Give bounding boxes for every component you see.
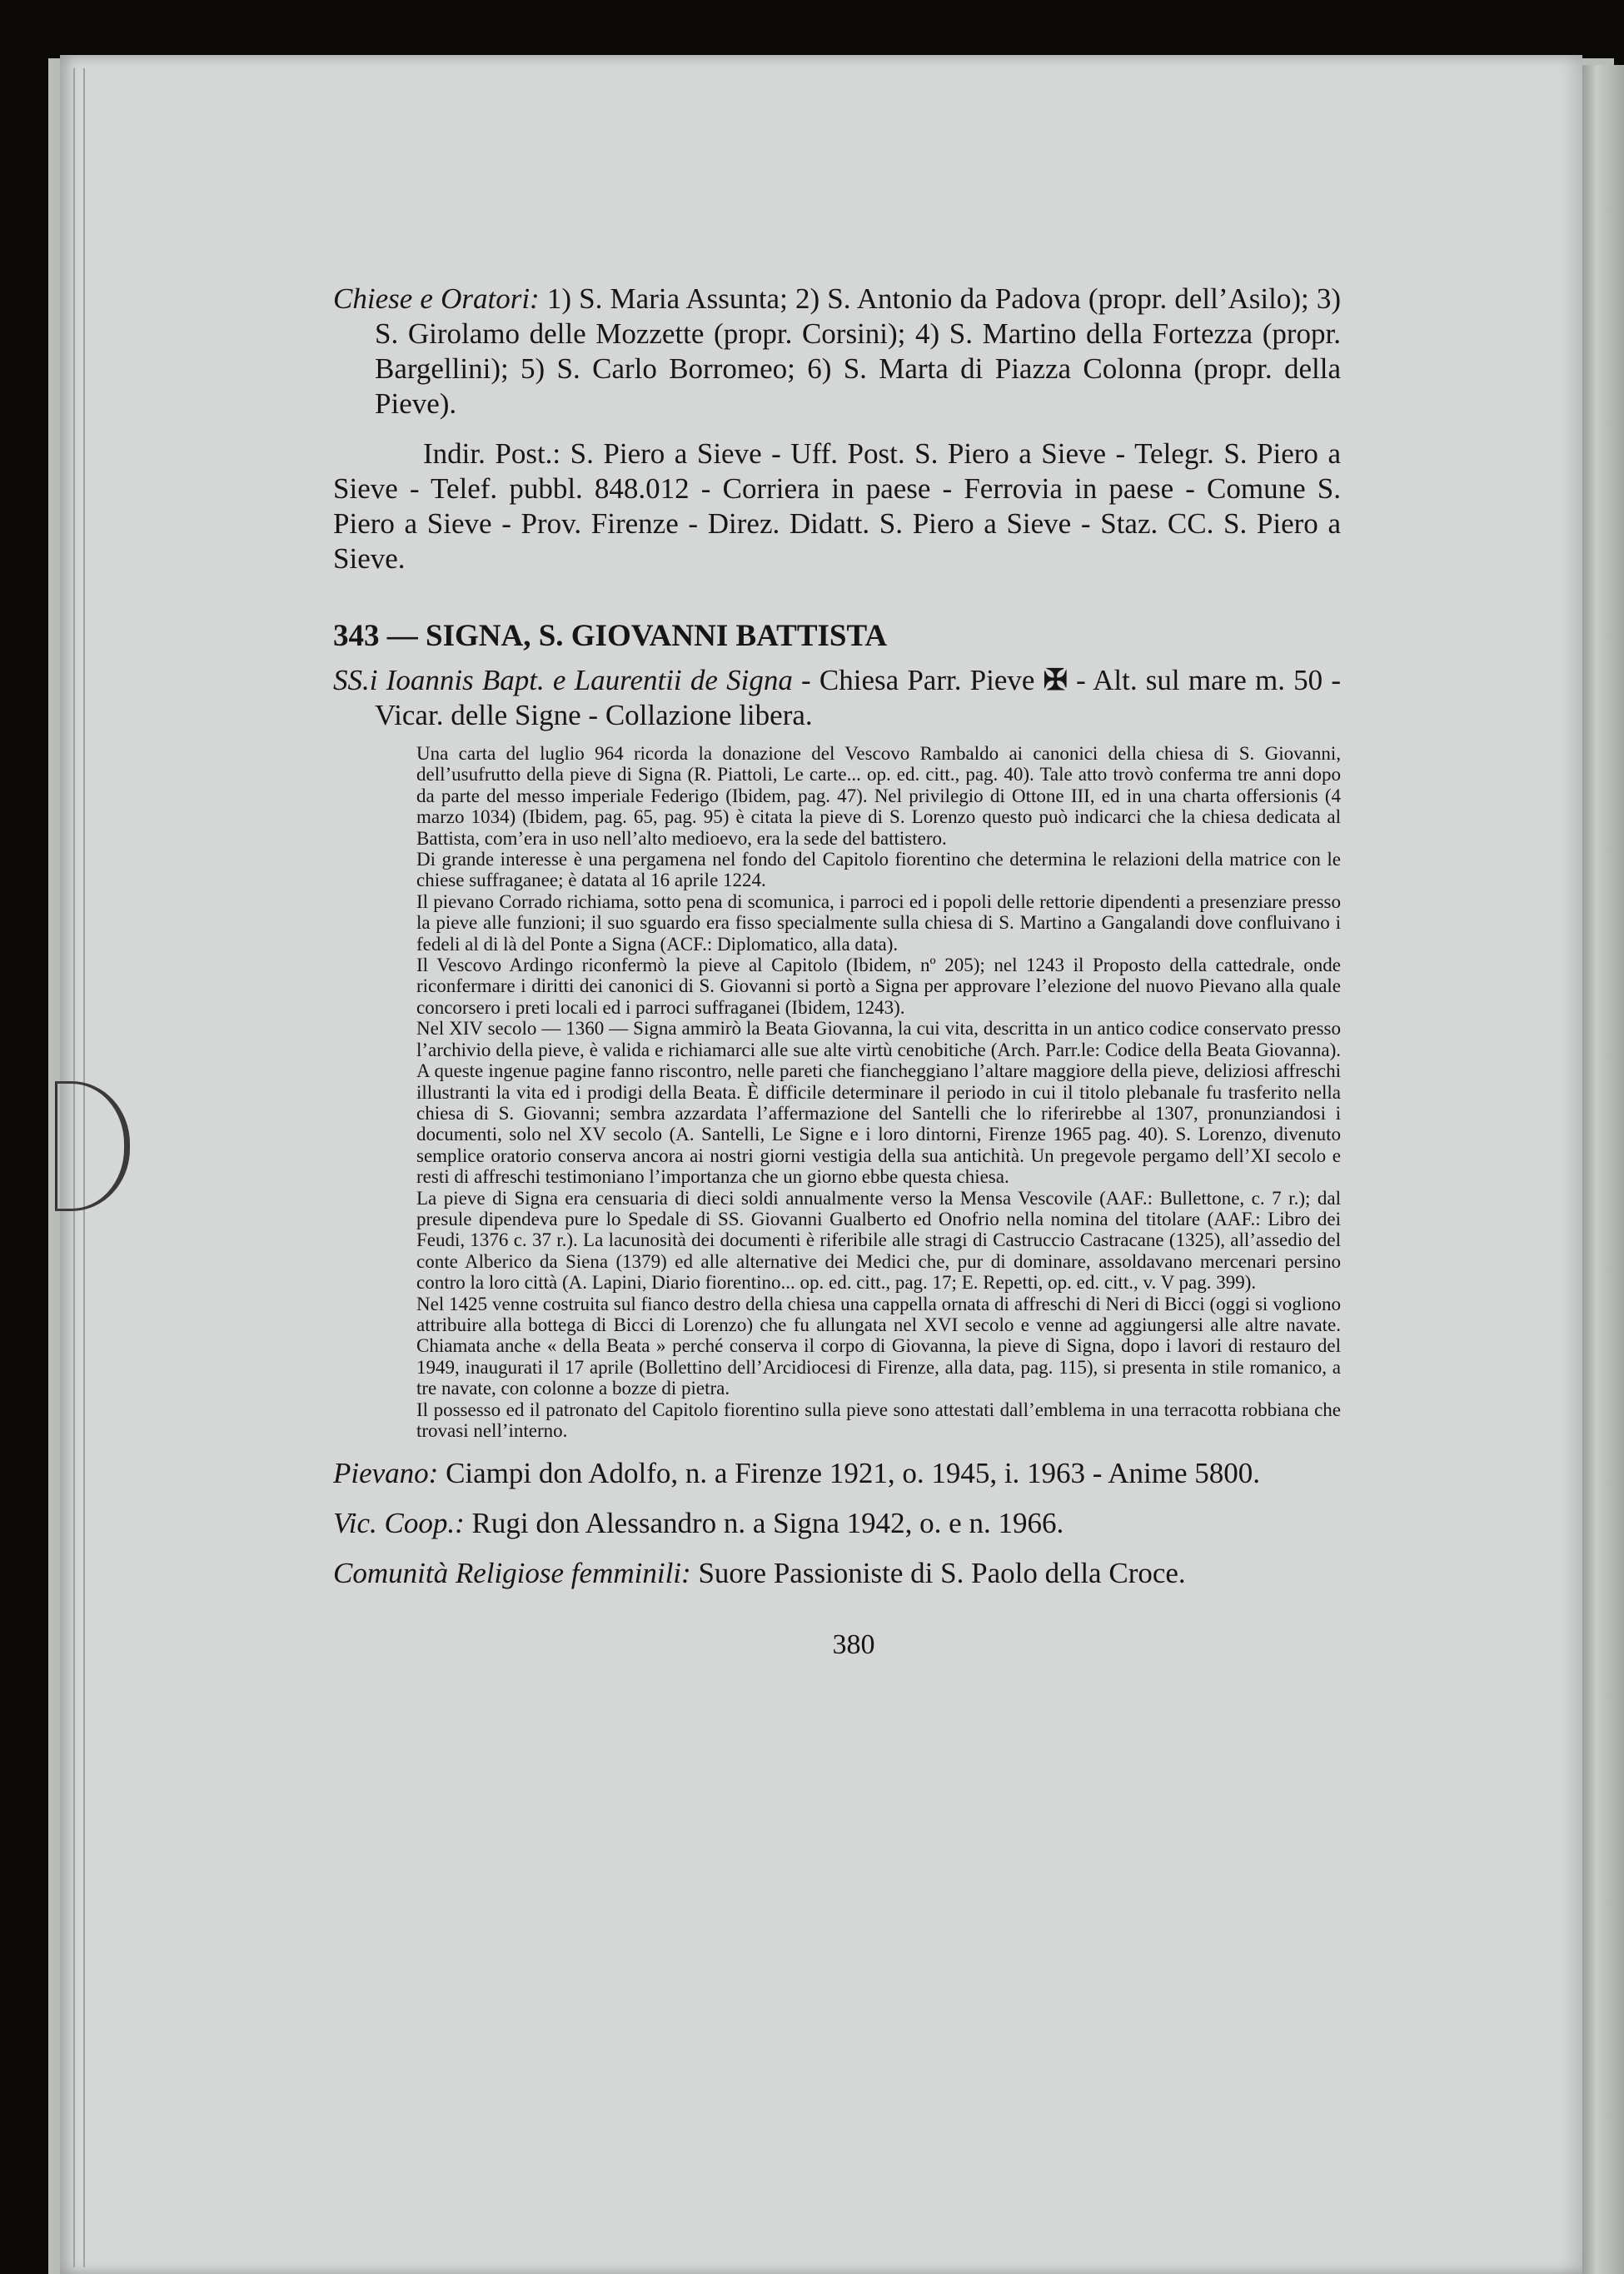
latin-rest: - Alt. sul mare m. 50 - Vicar. delle Signe - Collazione libera. bbox=[375, 664, 1341, 731]
latin-name: SS.i Ioannis Bapt. e Laurentii de Signa bbox=[333, 664, 793, 696]
history-paragraph: Il Vescovo Ardingo riconfermò la pieve al Capitolo (Ibidem, nº 205); nel 1243 il Proposto della cattedrale, onde riconfermare i diritti dei canonici di S. Giovanni si portò a Signa per approvare l’elezione del nuovo Pievano alla quale concorsero i preti locali ed i parroci suffraganei (Ibidem, 1243). bbox=[416, 955, 1341, 1018]
chiese-text: 1) S. Maria Assunta; 2) S. Antonio da Padova (propr. dell’Asilo); 3) S. Girolamo delle Mozzette (propr. Corsini); 4) S. Martino della Fortezza (propr. Bargellini); 5) S. Carlo Borromeo; 6) S. Marta di Piazza Colonna (propr. della Pieve). bbox=[375, 282, 1342, 420]
vic-coop-label: Vic. Coop.: bbox=[333, 1507, 465, 1540]
indirizzi-paragraph: Indir. Post.: S. Piero a Sieve - Uff. Post. S. Piero a Sieve - Telegr. S. Piero a Sieve - Telef. pubbl. 848.012 - Corriera in paese - Ferrovia in paese - Comune S. Piero a Sieve - Prov. Firenze - Direz. Didatt. S. Piero a Sieve - Staz. CC. S. Piero a Sieve. bbox=[333, 437, 1341, 575]
comunita-label: Comunità Religiose femminili: bbox=[333, 1557, 691, 1590]
latin-after: - Chiesa Parr. Pieve bbox=[801, 664, 1035, 696]
pievano-text: Ciampi don Adolfo, n. a Firenze 1921, o. 1945, i. 1963 - Anime 5800. bbox=[446, 1457, 1261, 1490]
history-paragraph: Il possesso ed il patronato del Capitolo fiorentino sulla pieve sono attestati dall’emblema in una terracotta robbiana che trovasi nell’interno. bbox=[416, 1399, 1341, 1441]
page-number: 380 bbox=[832, 1629, 875, 1661]
history-paragraph: Una carta del luglio 964 ricorda la donazione del Vescovo Rambaldo ai canonici della chiesa di S. Giovanni, dell’usufrutto della pieve di Signa (R. Piattoli, Le carte... op. ed. citt., pag. 40). Tale atto trovò conferma tre anni dopo da parte del messo imperiale Federigo (Ibidem, pag. 47). Nel privilegio di Ottone III, ed in una charta offersionis (4 marzo 1034) (Ibidem, pag. 65, pag. 95) è citata la pieve di S. Lorenzo questo può indicarci che la chiesa dedicata al Battista, com’era in uso nell’alto medioevo, era la sede del battistero. bbox=[416, 743, 1341, 849]
page-content bbox=[333, 282, 1341, 1661]
comunita-text: Suore Passioniste di S. Paolo della Croce. bbox=[698, 1557, 1186, 1590]
comunita-line bbox=[333, 1556, 1341, 1591]
history-notes bbox=[416, 743, 1341, 1441]
adjacent-page-edge bbox=[1578, 65, 1624, 2274]
history-paragraph: Nel XIV secolo — 1360 — Signa ammirò la Beata Giovanna, la cui vita, descritta in un antico codice conservato presso l’archivio della pieve, è valida e richiamarci alle sue alte virtù cenobitiche (Arch. Parr.le: Codice della Beata Giovanna). A queste ingenue pagine fanno riscontro, nelle pareti che fiancheggiano l’altare maggiore della pieve, deliziosi affreschi illustranti la vita ed i prodigi della Beata. È difficile determinare il periodo in cui il titolo plebanale fu trasferito nella chiesa di S. Giovanni; sembra azzardata l’affermazione del Santelli che lo riferirebbe al 1307, pronunziandosi i documenti, solo nel XV secolo (A. Santelli, Le Signe e i loro dintorni, Firenze 1965 pag. 40). S. Lorenzo, divenuto semplice oratorio conserva ancora ai nostri giorni vestigia della sua antichità. Un pregevole pergamo dell’XI secolo e resti di affreschi testimoniano l’importanza che un giorno ebbe questa chiesa. bbox=[416, 1018, 1341, 1188]
chiese-label: Chiese e Oratori: bbox=[333, 282, 540, 315]
vic-coop-text: Rugi don Alessandro n. a Signa 1942, o. e n. 1966. bbox=[471, 1507, 1064, 1540]
latin-name-paragraph bbox=[333, 663, 1341, 733]
pievano-label: Pievano: bbox=[333, 1457, 439, 1490]
chiese-oratori-paragraph bbox=[333, 282, 1341, 421]
history-paragraph: La pieve di Signa era censuaria di dieci soldi annualmente verso la Mensa Vescovile (AAF.: Bullettone, c. 7 r.); dal presule dipendeva pure lo Spedale di SS. Giovanni Gualberto ed Onofrio nella nomina del titolare (AAF.: Libro dei Feudi, 1376 c. 37 r.). La lacunosità dei documenti è riferibile alle stragi di Castruccio Castracane (1325), all’assedio del conte Alberico da Siena (1379) ed alle alternative dei Medici che, pur di dominare, assoldavano mercenari persino contro la loro città (A. Lapini, Diario fiorentino... op. ed. citt., pag. 17; E. Repetti, op. ed. citt., v. V pag. 399). bbox=[416, 1187, 1341, 1294]
history-paragraph: Di grande interesse è una pergamena nel fondo del Capitolo fiorentino che determina le relazioni della matrice con le chiese suffraganee; è datata al 16 aprile 1224. bbox=[416, 849, 1341, 891]
vic-coop-line bbox=[333, 1506, 1341, 1541]
history-paragraph: Nel 1425 venne costruita sul fianco destro della chiesa una cappella ornata di affreschi di Neri di Bicci (oggi si vogliono attribuire alla bottega di Bicci di Lorenzo) che fu allungata nel XVI secolo e venne ad aggiungersi alle altre navate. Chiamata anche « della Beata » perché conserva il corpo di Giovanna, la pieve di Signa, dopo i lavori di restauro del 1949, inaugurati il 17 aprile (Bollettino dell’Arcidiocesi di Firenze, alla data, pag. 115), si presenta in stile romanico, a tre navate, con colonne a bozze di pietra. bbox=[416, 1293, 1341, 1399]
pievano-line bbox=[333, 1456, 1341, 1491]
history-paragraph: Il pievano Corrado richiama, sotto pena di scomunica, i parroci ed i popoli delle rettorie dipendenti a presenziare presso la pieve alle funzioni; il suo sguardo era fisso specialmente sulla chiesa di S. Martino a Gangalandi dove confluivano i fedeli al di là del Ponte a Signa (ACF.: Diplomatico, alla data). bbox=[416, 890, 1341, 955]
maltese-cross-icon: ✠ bbox=[1043, 664, 1068, 696]
entry-heading: 343 — SIGNA, S. GIOVANNI BATTISTA bbox=[333, 619, 888, 653]
